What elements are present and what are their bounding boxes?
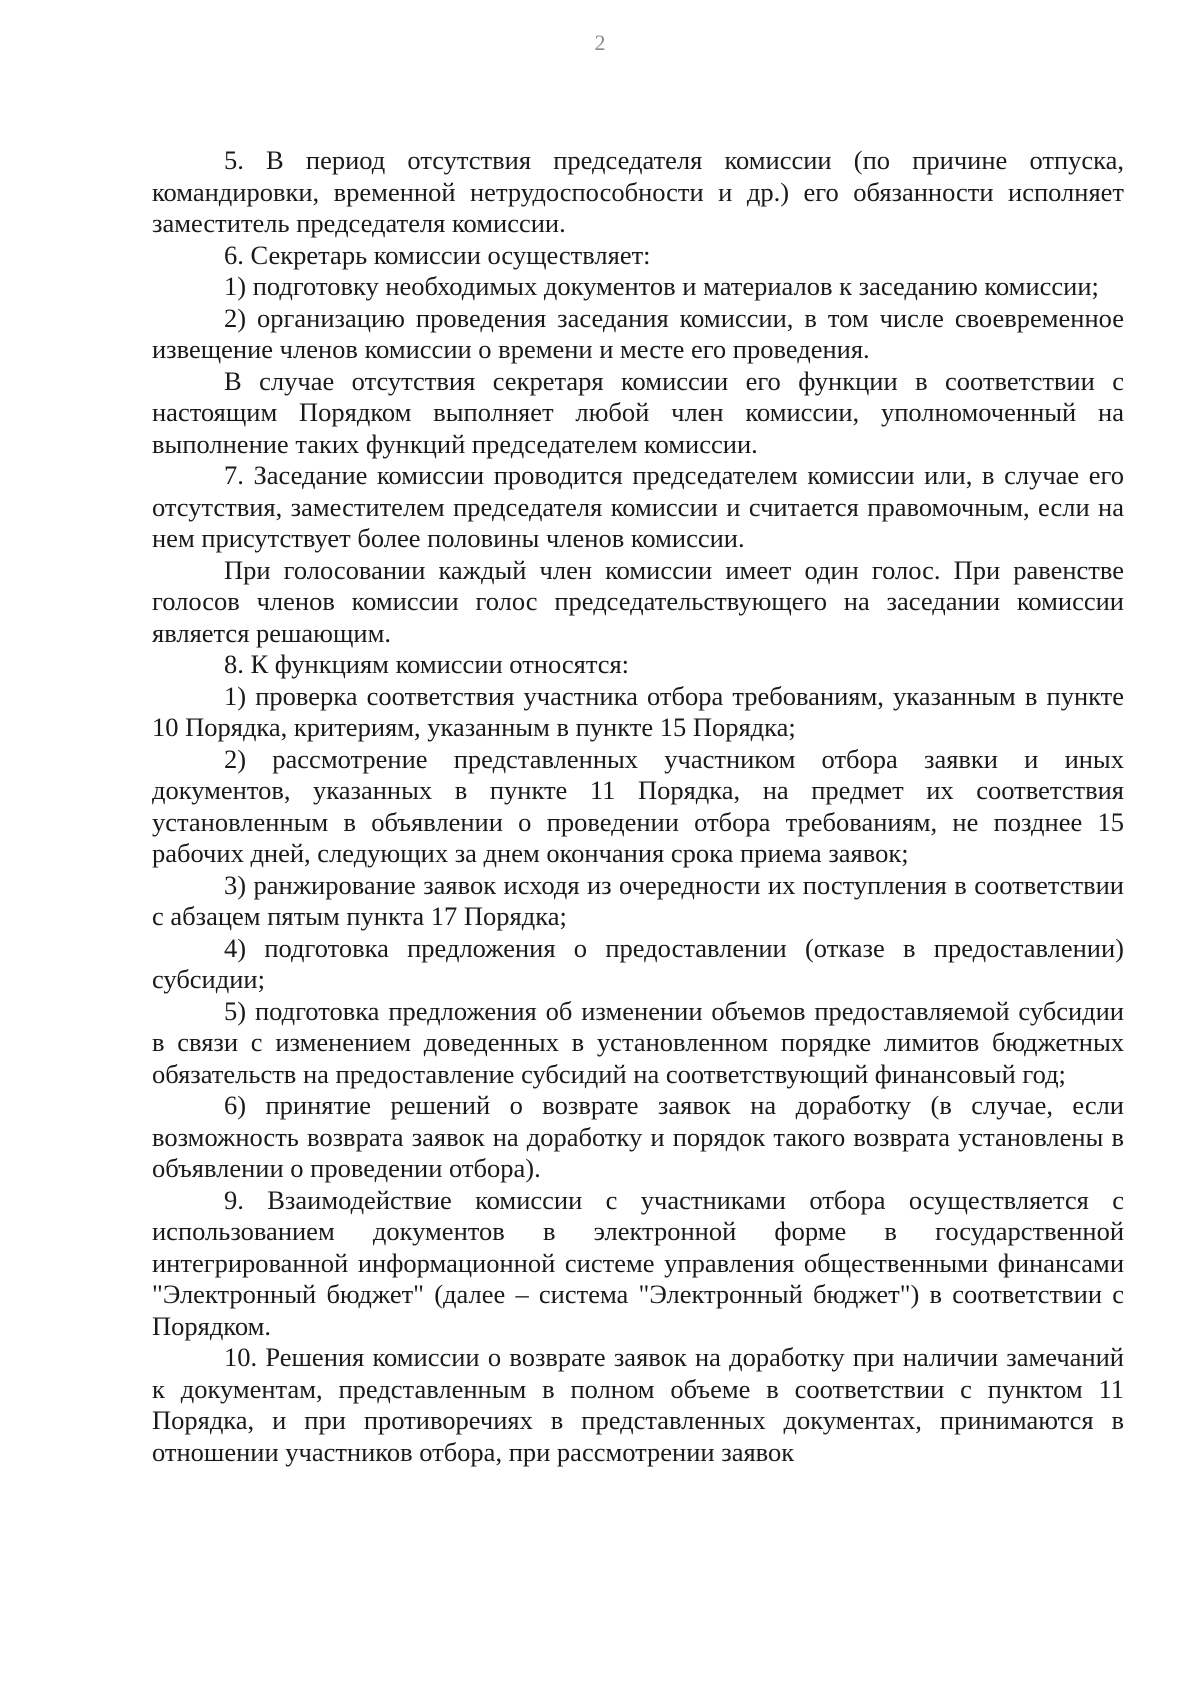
paragraph-6: 6. Секретарь комиссии осуществляет: xyxy=(224,239,651,270)
paragraph-8: 8. К функциям комиссии относятся: xyxy=(224,649,630,679)
paragraph-8-item-2: 2) рассмотрение представленных участником отбора заявки и иных документов, указанных в пункте 11 Порядка, на предмет их соответствия установленным в объявлении о проведении отбора требованиям, не позднее 15 рабочих дней, следующих за днем окончания срока приема заявок; xyxy=(152,743,1124,868)
paragraph-10: 10. Решения комиссии о возврате заявок на доработку при наличии замечаний к документам, представленным в полном объеме в соответствии с пунктом 11 Порядка, и при противоречиях в представленных документах, принимаются в отношении участников отбора, при рассмотрении заявок xyxy=(152,1342,1124,1467)
document-body xyxy=(152,145,1124,1468)
paragraph-8-item-3: 3) ранжирование заявок исходя из очередности их поступления в соответствии с абзацем пятым пункта 17 Порядка; xyxy=(152,869,1124,931)
paragraph-8-item-1: 1) проверка соответствия участника отбора требованиям, указанным в пункте 10 Порядка, критериям, указанным в пункте 15 Порядка; xyxy=(152,680,1124,742)
paragraph-9: 9. Взаимодействие комиссии с участниками отбора осуществляется с использованием документов в электронной форме в государственной интегрированной информационной системе управления общественными финансами "Электронный бюджет" (далее – система "Электронный бюджет") в соответствии с Порядком. xyxy=(152,1184,1124,1341)
paragraph-6-note: В случае отсутствия секретаря комиссии его функции в соответствии с настоящим Порядком выполняет любой член комиссии, уполномоченный на выполнение таких функций председателем комиссии. xyxy=(152,365,1124,459)
paragraph-8-item-4: 4) подготовка предложения о предоставлении (отказе в предоставлении) субсидии; xyxy=(152,932,1124,994)
paragraph-7-voting: При голосовании каждый член комиссии имеет один голос. При равенстве голосов членов комиссии голос председательствующего на заседании комиссии является решающим. xyxy=(152,554,1124,648)
paragraph-5: 5. В период отсутствия председателя комиссии (по причине отпуска, командировки, временной нетрудоспособности и др.) его обязанности исполняет заместитель председателя комиссии. xyxy=(152,145,1124,238)
paragraph-7: 7. Заседание комиссии проводится председателем комиссии или, в случае его отсутствия, заместителем председателя комиссии и считается правомочным, если на нем присутствует более половины членов комиссии. xyxy=(152,460,1124,553)
paragraph-8-item-6: 6) принятие решений о возврате заявок на доработку (в случае, если возможность возврата заявок на доработку и порядок такого возврата установлены в объявлении о проведении отбора). xyxy=(152,1090,1124,1183)
paragraph-6-item-2: 2) организацию проведения заседания комиссии, в том числе своевременное извещение членов комиссии о времени и месте его проведения. xyxy=(152,302,1124,364)
paragraph-6-item-1: 1) подготовку необходимых документов и материалов к заседанию комиссии; xyxy=(224,271,1099,301)
paragraph-8-item-5: 5) подготовка предложения об изменении объемов предоставляемой субсидии в связи с изменением доведенных в установленном порядке лимитов бюджетных обязательств на предоставление субсидий на соответствующий финансовый год; xyxy=(152,995,1124,1089)
page-number: 2 xyxy=(594,30,606,55)
